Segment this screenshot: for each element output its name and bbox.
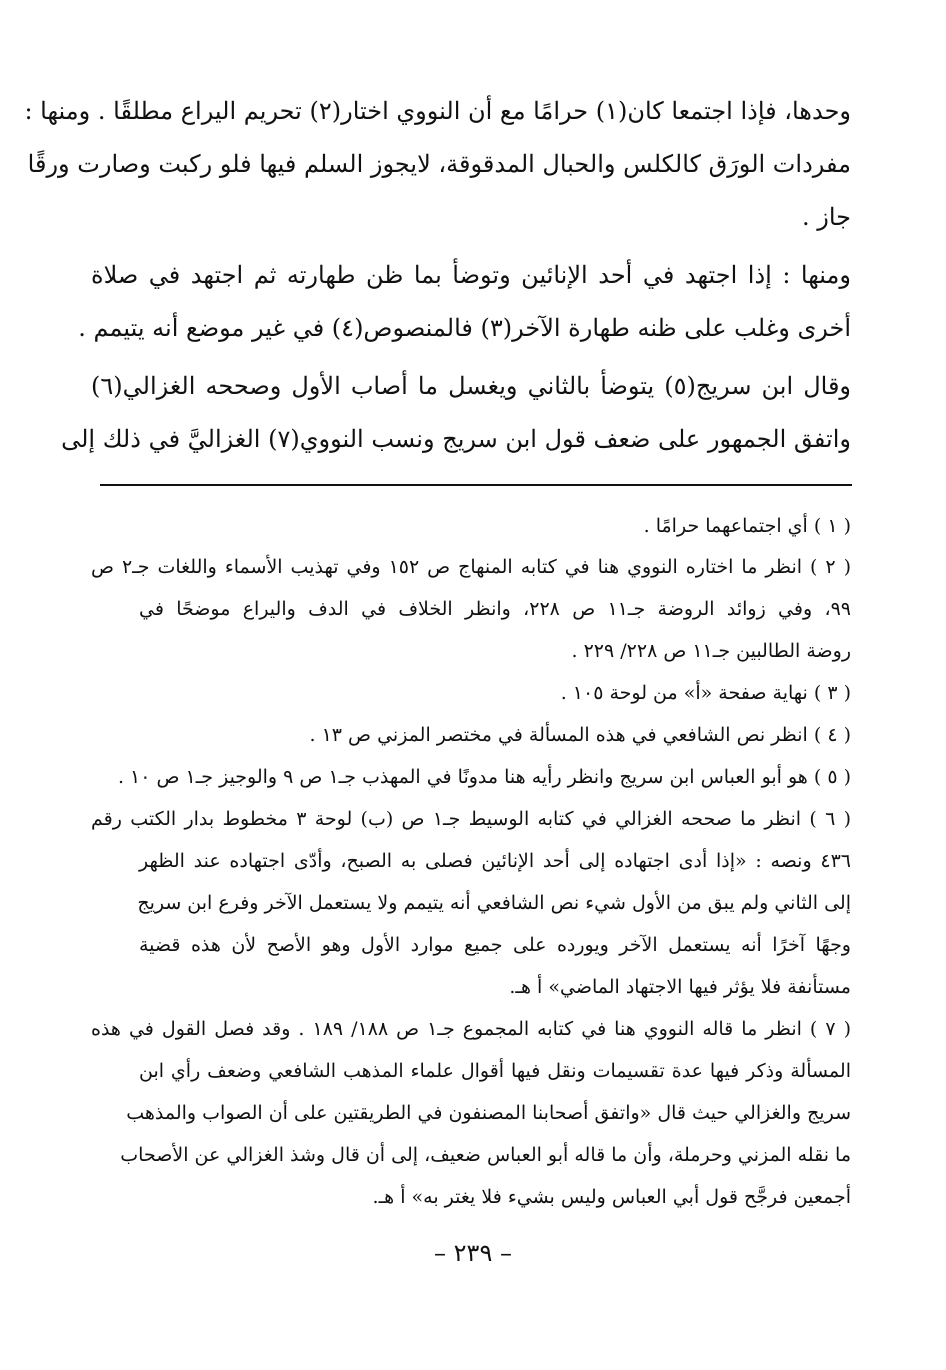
- footnote-line: ( ٧ ) انظر ما قاله النووي هنا في كتابه المجموع جـ١ ص ١٨٨/ ١٨٩ . وقد فصل القول في هذه: [91, 1018, 851, 1040]
- body-line: واتفق الجمهور على ضعف قول ابن سريج ونسب النووي(٧) الغزاليَّ في ذلك إلى: [61, 425, 851, 453]
- footnote-line: ( ٢ ) انظر ما اختاره النووي هنا في كتابه المنهاج ص ١٥٢ وفي تهذيب الأسماء واللغات جـ٢ ص: [91, 556, 852, 578]
- footnote-line: ( ٥ ) هو أبو العباس ابن سريج وانظر رأيه هنا مدونًا في المهذب جـ١ ص ٩ والوجيز جـ١ ص ١٠ .: [117, 766, 851, 788]
- footnote-line: ( ١ ) أي اجتماعهما حرامًا .: [643, 515, 851, 537]
- footnote-line: إلى الثاني ولم يبق من الأول شيء نص الشافعي أنه يتيمم ولا يستعمل الآخر وفرع ابن سريج: [137, 892, 851, 914]
- footnote-line: روضة الطالبين جـ١١ ص ٢٢٨/ ٢٢٩ .: [571, 640, 851, 662]
- body-line: وقال ابن سريج(٥) يتوضأ بالثاني ويغسل ما أصاب الأول وصححه الغزالي(٦): [91, 372, 852, 400]
- page-number: – ٢٣٩ –: [434, 1239, 512, 1267]
- footnote-line: أجمعين فرجَّح قول أبي العباس وليس بشيء فلا يغتر به» أ هـ.: [372, 1186, 851, 1208]
- footnote-line: مستأنفة فلا يؤثر فيها الاجتهاد الماضي» أ هـ.: [509, 976, 851, 998]
- footnote-line: ( ٦ ) انظر ما صححه الغزالي في كتابه الوسيط جـ١ ص (ب) لوحة ٣ مخطوط بدار الكتب رقم: [91, 808, 851, 830]
- body-line: ومنها : إذا اجتهد في أحد الإنائين وتوضأ بما ظن طهارته ثم اجتهد في صلاة: [91, 261, 851, 289]
- footnote-line: سريج والغزالي حيث قال «واتفق أصحابنا المصنفون في الطريقتين على أن الصواب والمذهب: [126, 1102, 851, 1124]
- footnote-separator: [100, 484, 852, 486]
- footnote-line: ٩٩، وفي زوائد الروضة جـ١١ ص ٢٢٨، وانظر الخلاف في الدف واليراع موضحًا في: [139, 598, 851, 620]
- footnote-line: ما نقله المزني وحرملة، وأن ما قاله أبو العباس ضعيف، إلى أن قال وشذ الغزالي عن الأصحاب: [120, 1144, 851, 1166]
- footnote-line: ( ٣ ) نهاية صفحة «أ» من لوحة ١٠٥ .: [560, 682, 851, 704]
- body-line: جاز .: [802, 203, 851, 231]
- body-line: أخرى وغلب على ظنه طهارة الآخر(٣) فالمنصوص(٤) في غير موضع أنه يتيمم .: [78, 314, 851, 342]
- footnote-line: ٤٣٦ ونصه : «إذا أدى اجتهاده إلى أحد الإنائين فصلى به الصبح، وأدّى اجتهاده عند الظهر: [139, 850, 851, 872]
- footnote-line: المسألة وذكر فيها عدة تقسيمات ونقل فيها أقوال علماء المذهب الشافعي وضعف رأي ابن: [139, 1060, 851, 1082]
- body-line: وحدها، فإذا اجتمعا كان(١) حرامًا مع أن النووي اختار(٢) تحريم اليراع مطلقًا . ومنها :: [24, 97, 851, 125]
- footnote-line: وجهًا آخرًا أنه يستعمل الآخر ويورده على جميع موارد الأول وهو الأصح لأن هذه قضية: [139, 934, 851, 956]
- footnote-line: ( ٤ ) انظر نص الشافعي في هذه المسألة في مختصر المزني ص ١٣ .: [309, 724, 851, 746]
- body-line: مفردات الورَق كالكلس والحبال المدقوقة، لايجوز السلم فيها فلو ركبت وصارت ورقًا: [27, 150, 851, 178]
